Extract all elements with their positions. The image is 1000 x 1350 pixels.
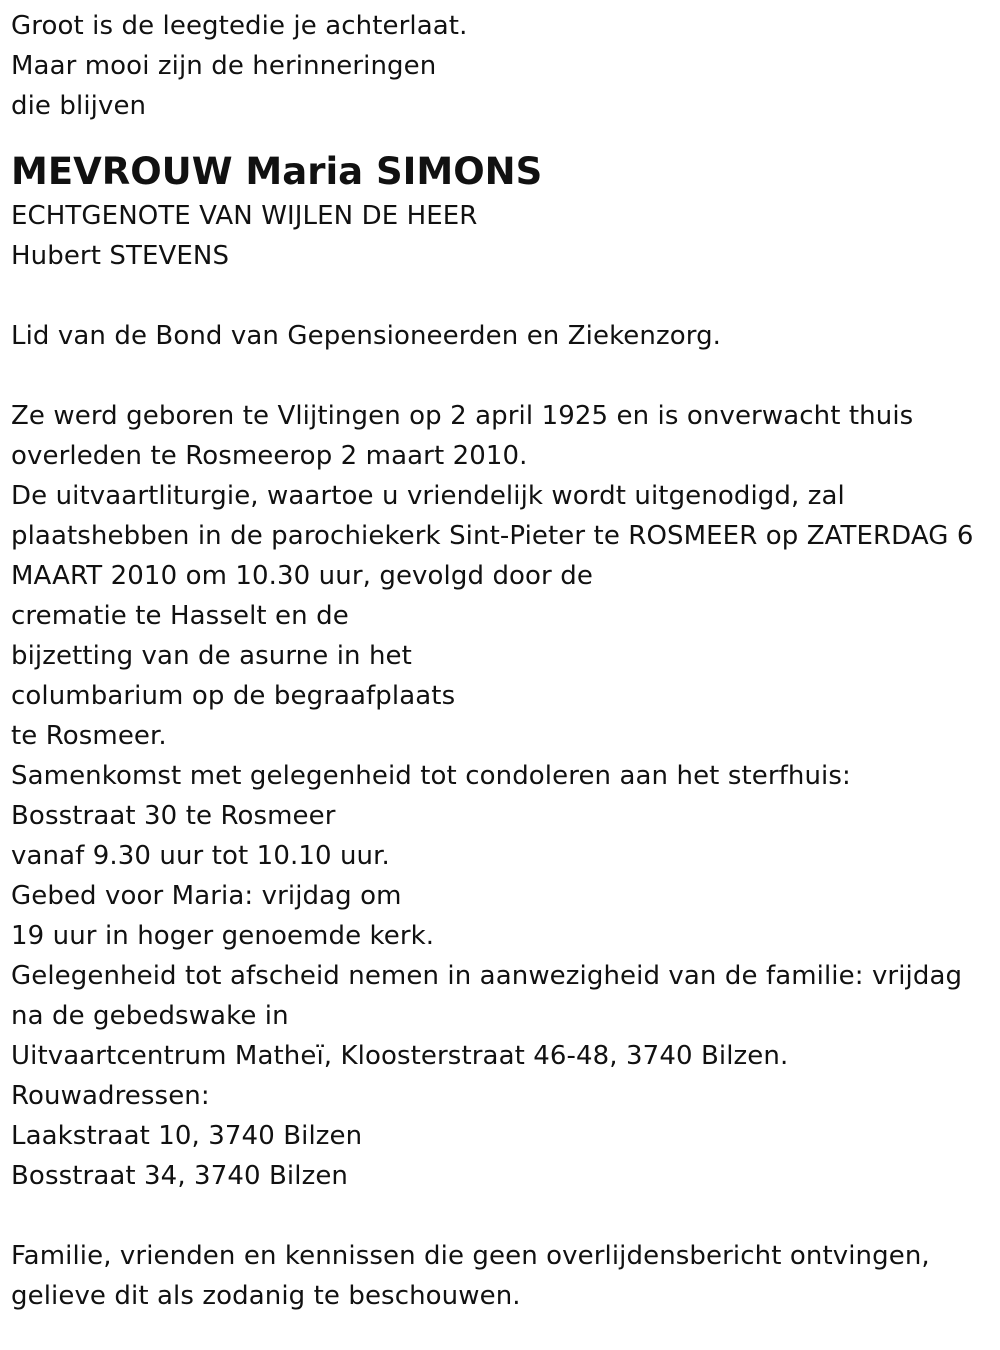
- detail-line: Samenkomst met gelegenheid tot condoleren aan het sterfhuis:: [11, 761, 851, 791]
- motto-line: Groot is de leegtedie je achterlaat.: [11, 11, 468, 41]
- detail-line: overleden te Rosmeerop 2 maart 2010.: [11, 441, 528, 471]
- spacer: [11, 126, 996, 148]
- detail-line: Bosstraat 30 te Rosmeer: [11, 801, 336, 831]
- detail-line: Gebed voor Maria: vrijdag om: [11, 881, 402, 911]
- detail-line: na de gebedswake in: [11, 1001, 289, 1031]
- motto: [11, 6, 996, 126]
- detail-line: MAART 2010 om 10.30 uur, gevolgd door de: [11, 561, 593, 591]
- closing-note: [11, 1236, 996, 1316]
- detail-line: vanaf 9.30 uur tot 10.10 uur.: [11, 841, 390, 871]
- closing-line: Familie, vrienden en kennissen die geen overlijdensbericht ontvingen,: [11, 1241, 930, 1271]
- funeral-details: [11, 396, 996, 1196]
- obituary-notice: [11, 6, 996, 1316]
- detail-line: Ze werd geboren te Vlijtingen op 2 april 1925 en is onverwacht thuis: [11, 401, 914, 431]
- spouse-line: Hubert STEVENS: [11, 241, 230, 271]
- spouse-line: ECHTGENOTE VAN WIJLEN DE HEER: [11, 201, 478, 231]
- motto-line: die blijven: [11, 91, 147, 121]
- spacer: [11, 276, 996, 316]
- spacer: [11, 1196, 996, 1236]
- spouse-info: [11, 196, 996, 276]
- membership: Lid van de Bond van Gepensioneerden en Ziekenzorg.: [11, 321, 722, 351]
- detail-line: columbarium op de begraafplaats: [11, 681, 456, 711]
- detail-line: plaatshebben in de parochiekerk Sint-Pieter te ROSMEER op ZATERDAG 6: [11, 521, 974, 551]
- detail-line: crematie te Hasselt en de: [11, 601, 349, 631]
- detail-line: Uitvaartcentrum Matheï, Kloosterstraat 46-48, 3740 Bilzen.: [11, 1041, 789, 1071]
- detail-line: 19 uur in hoger genoemde kerk.: [11, 921, 435, 951]
- spacer: [11, 356, 996, 396]
- detail-line: De uitvaartliturgie, waartoe u vriendelijk wordt uitgenodigd, zal: [11, 481, 845, 511]
- detail-line: Gelegenheid tot afscheid nemen in aanwezigheid van de familie: vrijdag: [11, 961, 963, 991]
- closing-line: gelieve dit als zodanig te beschouwen.: [11, 1281, 521, 1311]
- detail-line: Laakstraat 10, 3740 Bilzen: [11, 1121, 363, 1151]
- motto-line: Maar mooi zijn de herinneringen: [11, 51, 437, 81]
- deceased-name: MEVROUW Maria SIMONS: [11, 150, 543, 193]
- detail-line: te Rosmeer.: [11, 721, 167, 751]
- detail-line: bijzetting van de asurne in het: [11, 641, 412, 671]
- detail-line: Rouwadressen:: [11, 1081, 210, 1111]
- detail-line: Bosstraat 34, 3740 Bilzen: [11, 1161, 348, 1191]
